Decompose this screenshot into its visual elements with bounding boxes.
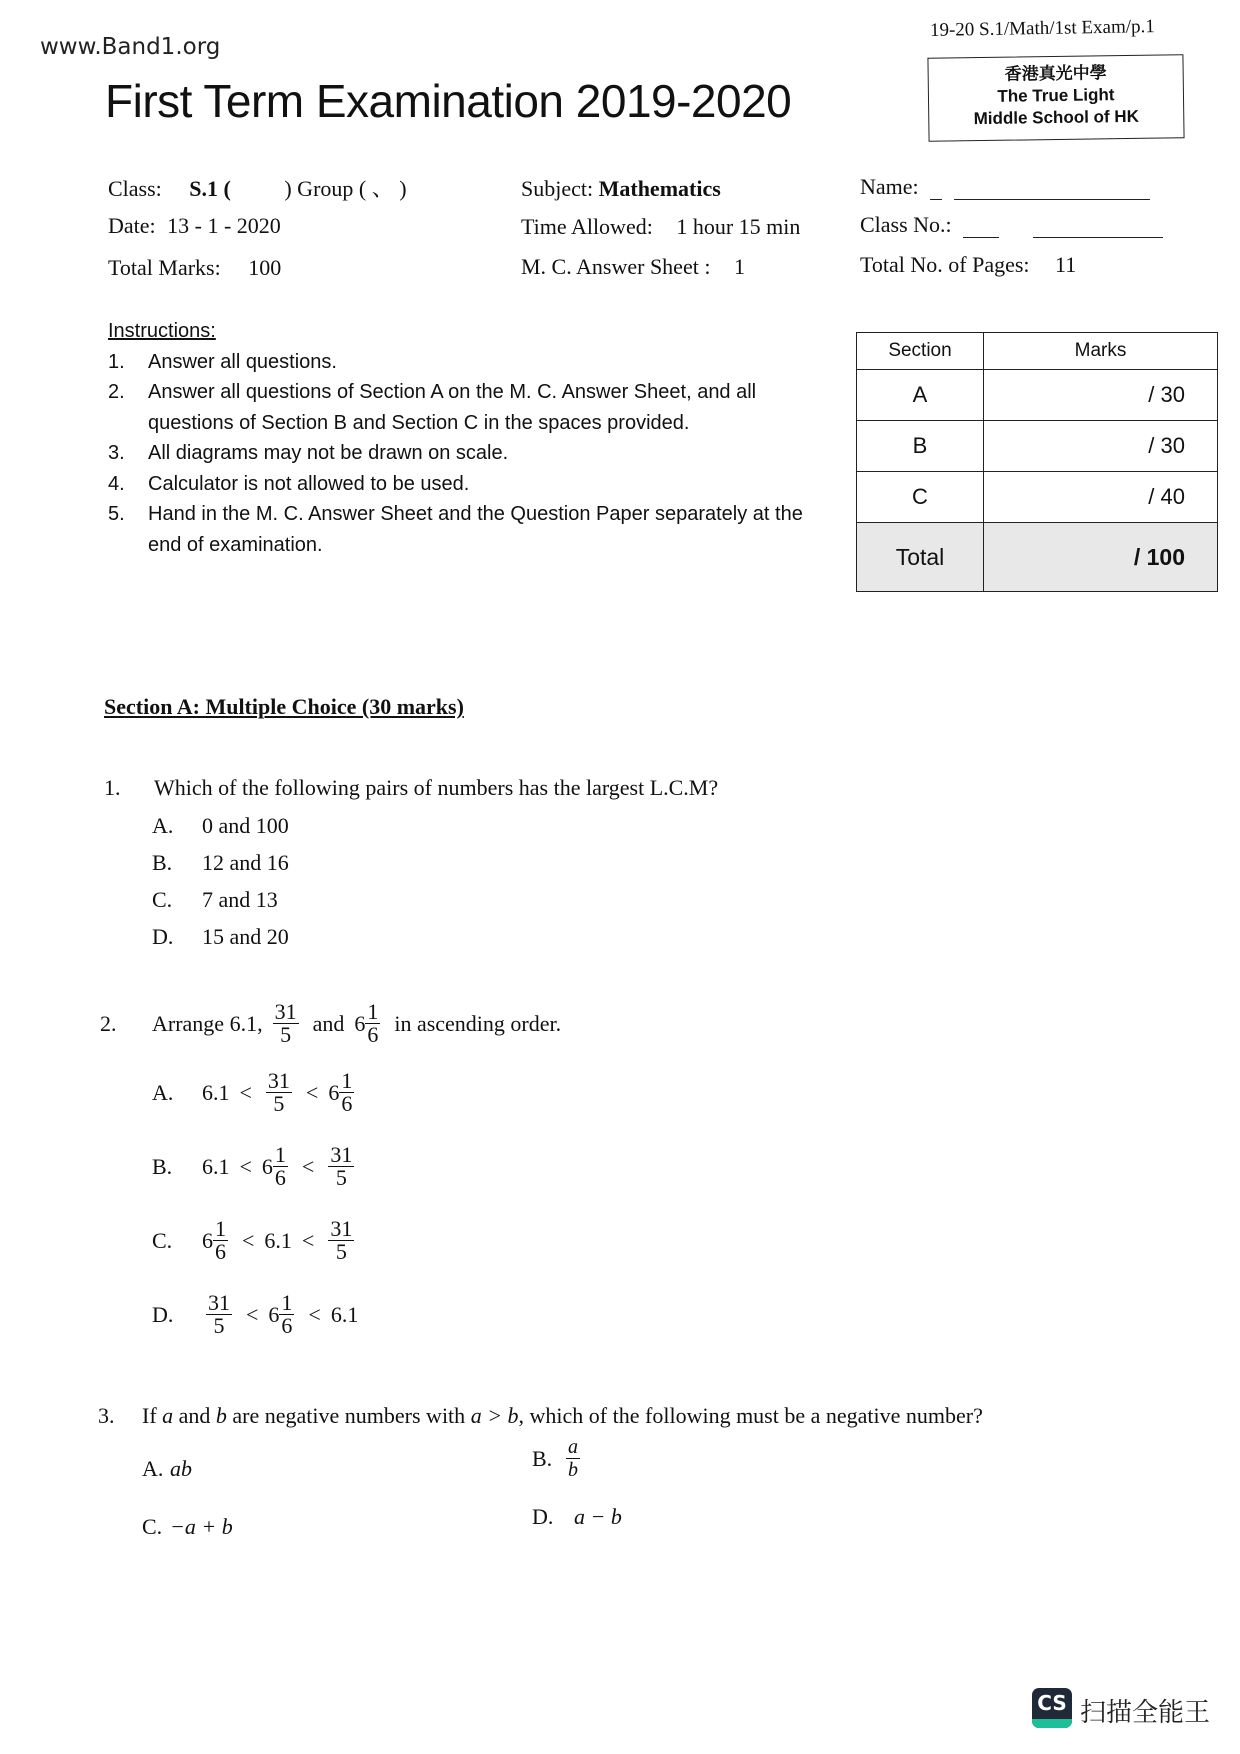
numerator: 31: [267, 1068, 290, 1093]
marks-cell[interactable]: / 40: [984, 472, 1218, 523]
option-expression: −a + b: [170, 1514, 233, 1539]
numerator: 31: [330, 1142, 353, 1167]
and-word: and: [312, 1010, 345, 1036]
camscanner-label: 扫描全能王: [1080, 1698, 1211, 1728]
decimal-value: 6.1: [264, 1227, 292, 1253]
school-english-name-line1: The True Light: [997, 85, 1115, 106]
marks-table-header: [857, 333, 1218, 370]
mc-answer-sheet-value: 1: [733, 254, 745, 279]
q1-option-c[interactable]: [152, 887, 278, 913]
option-label: D.: [152, 1301, 174, 1327]
instruction-number: 4.: [108, 472, 125, 495]
less-than: <: [239, 1079, 252, 1105]
numerator: a: [568, 1436, 578, 1458]
option-label: D.: [532, 1504, 554, 1529]
school-chinese-name: 香港真光中學: [1004, 63, 1107, 84]
numerator: 1: [215, 1216, 226, 1241]
instruction-text: Hand in the M. C. Answer Sheet and the Question Paper separately at the end of examination.: [148, 503, 803, 556]
option-expression: a − b: [574, 1504, 622, 1529]
mixed-whole: 6: [202, 1227, 213, 1253]
question-3: [98, 1403, 983, 1429]
fraction-1-over-6: [279, 1292, 294, 1337]
question-3-number: 3.: [98, 1403, 115, 1428]
option-label: C.: [152, 1227, 173, 1253]
denominator: 5: [213, 1313, 225, 1338]
option-label: C.: [142, 1514, 163, 1539]
instruction-text: All diagrams may not be drawn on scale.: [148, 442, 509, 464]
fraction-31-over-5: [266, 1070, 292, 1115]
q2-option-b[interactable]: [152, 1144, 358, 1189]
less-than: <: [242, 1227, 255, 1253]
numerator: 31: [208, 1290, 230, 1315]
instruction-item: [108, 469, 828, 500]
instruction-item: [108, 347, 828, 378]
camscanner-logo-icon: [1032, 1688, 1072, 1728]
name-field: [860, 174, 1150, 200]
denominator: b: [568, 1459, 578, 1481]
total-marks-field: [108, 255, 281, 281]
section-cell: B: [857, 421, 984, 472]
fraction-31-over-5: [273, 1001, 299, 1046]
logo-text: CS: [1037, 1691, 1067, 1715]
q3-option-d[interactable]: [532, 1504, 622, 1530]
denominator: 5: [273, 1091, 285, 1116]
question-2: [100, 1001, 561, 1046]
option-expression: ab: [170, 1456, 192, 1481]
name-blank-short[interactable]: [930, 199, 942, 200]
q3-option-b[interactable]: [532, 1436, 584, 1481]
denominator: 5: [280, 1022, 292, 1047]
mixed-whole: 6: [328, 1079, 340, 1105]
q2-option-c[interactable]: [152, 1218, 358, 1263]
class-value: S.1 (: [189, 176, 231, 201]
marks-table-row: [857, 370, 1218, 421]
mixed-whole: 6: [268, 1301, 280, 1327]
time-allowed-label: Time Allowed:: [521, 214, 653, 239]
q3-option-a[interactable]: [142, 1456, 192, 1482]
option-label: B.: [532, 1445, 553, 1471]
fraction-31-over-5: [328, 1218, 354, 1263]
instructions-heading: Instructions:: [108, 320, 216, 342]
time-allowed-field: [521, 214, 800, 240]
numerator: 1: [274, 1142, 286, 1167]
subject-label: Subject:: [521, 176, 594, 201]
decimal-value: 6.1: [330, 1301, 359, 1327]
marks-table-total-row: [857, 523, 1218, 592]
instruction-item: [108, 499, 828, 560]
numerator: 1: [341, 1068, 353, 1093]
instruction-item: [108, 377, 828, 438]
option-label: A.: [142, 1456, 164, 1481]
less-than: <: [239, 1153, 252, 1179]
q3-text-part: , which of the following must be a negative number?: [518, 1403, 983, 1428]
less-than: <: [305, 1079, 319, 1105]
date-field: [108, 213, 281, 239]
denominator: 5: [335, 1165, 347, 1190]
q3-var-b: b: [215, 1403, 227, 1428]
option-label: C.: [152, 887, 173, 912]
date-value: 13 - 1 - 2020: [167, 213, 281, 238]
q3-inequality: a > b: [470, 1403, 519, 1428]
subject-value: Mathematics: [598, 176, 721, 201]
decimal-value: 6.1: [202, 1079, 230, 1105]
group-field[interactable]: ) Group ( 、 ): [284, 176, 407, 201]
total-marks-cell[interactable]: / 100: [984, 523, 1218, 592]
mc-answer-sheet-field: [521, 254, 745, 280]
denominator: 6: [215, 1239, 226, 1264]
fraction-a-over-b: [566, 1436, 580, 1481]
question-1-text: Which of the following pairs of numbers has the largest L.C.M?: [154, 775, 719, 800]
logo-accent-bar: [1032, 1719, 1072, 1728]
denominator: 6: [341, 1091, 353, 1116]
fraction-31-over-5: [328, 1144, 354, 1189]
marks-table-row: [857, 472, 1218, 523]
option-text: 0 and 100: [202, 813, 289, 838]
section-cell: C: [857, 472, 984, 523]
question-2-number: 2.: [100, 1010, 117, 1036]
class-no-extra-line[interactable]: [1033, 237, 1163, 238]
question-1-number: 1.: [104, 775, 121, 800]
fraction-31-over-5: [206, 1292, 232, 1337]
option-label: A.: [152, 1079, 174, 1105]
numerator: 1: [367, 999, 379, 1024]
mc-answer-sheet-label: M. C. Answer Sheet :: [521, 254, 711, 279]
q1-option-b[interactable]: [152, 850, 289, 876]
name-label: Name:: [860, 174, 919, 199]
option-label: B.: [152, 1153, 173, 1179]
q1-option-d[interactable]: [152, 924, 289, 950]
q3-text-part: and: [173, 1403, 216, 1428]
instruction-text: Calculator is not allowed to be used.: [148, 472, 470, 495]
instruction-number: 3.: [108, 442, 125, 464]
q3-var-a: a: [162, 1403, 174, 1428]
mixed-whole: 6: [261, 1153, 273, 1179]
mixed-whole: 6: [354, 1010, 366, 1036]
question-2-suffix: in ascending order.: [394, 1010, 562, 1036]
class-no-label: Class No.:: [860, 212, 952, 237]
marks-cell[interactable]: / 30: [984, 421, 1218, 472]
section-a-heading: Section A: Multiple Choice (30 marks): [104, 694, 464, 719]
instruction-number: 1.: [108, 350, 125, 373]
instruction-item: [108, 438, 828, 469]
class-no-field: [860, 212, 1163, 238]
total-pages-field: [860, 252, 1076, 278]
decimal-value: 6.1: [202, 1153, 230, 1179]
section-cell: A: [857, 370, 984, 421]
school-name-box: [927, 54, 1184, 142]
less-than: <: [308, 1301, 321, 1327]
q2-option-d[interactable]: [152, 1292, 358, 1337]
q3-option-c[interactable]: [142, 1514, 233, 1540]
date-label: Date:: [108, 213, 156, 238]
fraction-1-over-6: [213, 1218, 228, 1263]
q3-text-part: are negative numbers with: [226, 1403, 471, 1428]
total-marks-value: 100: [248, 255, 282, 280]
instruction-text: Answer all questions of Section A on the M. C. Answer Sheet, and all questions of Section B and Section C in the spaces provided.: [148, 381, 757, 434]
q1-option-a[interactable]: [152, 813, 289, 839]
less-than: <: [301, 1153, 315, 1179]
denominator: 6: [274, 1165, 286, 1190]
page-reference: 19-20 S.1/Math/1st Exam/p.1: [929, 16, 1155, 41]
numerator: 31: [330, 1216, 353, 1241]
marks-table: [856, 332, 1218, 592]
marks-table-row: [857, 421, 1218, 472]
question-2-prefix: Arrange 6.1,: [152, 1010, 263, 1036]
column-header-marks: Marks: [984, 333, 1218, 370]
instruction-number: 5.: [108, 503, 125, 525]
denominator: 6: [367, 1022, 379, 1047]
fraction-1-over-6: [365, 1001, 380, 1046]
option-label: A.: [152, 813, 174, 838]
class-no-input-line[interactable]: [963, 237, 999, 238]
numerator: 1: [281, 1290, 293, 1315]
exam-title: First Term Examination 2019-2020: [105, 75, 792, 127]
option-text: 15 and 20: [202, 924, 289, 949]
total-pages-label: Total No. of Pages:: [860, 252, 1030, 277]
total-label-cell: Total: [857, 523, 984, 592]
less-than: <: [246, 1301, 259, 1327]
name-input-line[interactable]: [954, 199, 1150, 200]
instruction-text: Answer all questions.: [148, 350, 337, 373]
instruction-number: 2.: [108, 381, 125, 403]
marks-cell[interactable]: / 30: [984, 370, 1218, 421]
option-label: D.: [152, 924, 174, 949]
denominator: 6: [281, 1313, 293, 1338]
less-than: <: [301, 1227, 315, 1253]
watermark-text: www.Band1.org: [40, 34, 221, 60]
class-field: [108, 172, 407, 203]
total-pages-value: 11: [1055, 252, 1077, 277]
instructions-block: [108, 316, 828, 560]
denominator: 5: [335, 1239, 347, 1264]
numerator: 31: [274, 999, 297, 1024]
column-header-section: Section: [857, 333, 984, 370]
option-text: 7 and 13: [202, 887, 278, 912]
fraction-1-over-6: [339, 1070, 354, 1115]
time-allowed-value: 1 hour 15 min: [676, 214, 801, 239]
subject-field: [521, 176, 721, 202]
class-label: Class:: [108, 176, 162, 201]
fraction-1-over-6: [273, 1144, 288, 1189]
option-label: B.: [152, 850, 173, 875]
option-text: 12 and 16: [202, 850, 289, 875]
q3-text-part: If: [142, 1403, 163, 1428]
total-marks-label: Total Marks:: [108, 255, 221, 280]
school-english-name-line2: Middle School of HK: [973, 106, 1140, 129]
q2-option-a[interactable]: [152, 1070, 358, 1115]
